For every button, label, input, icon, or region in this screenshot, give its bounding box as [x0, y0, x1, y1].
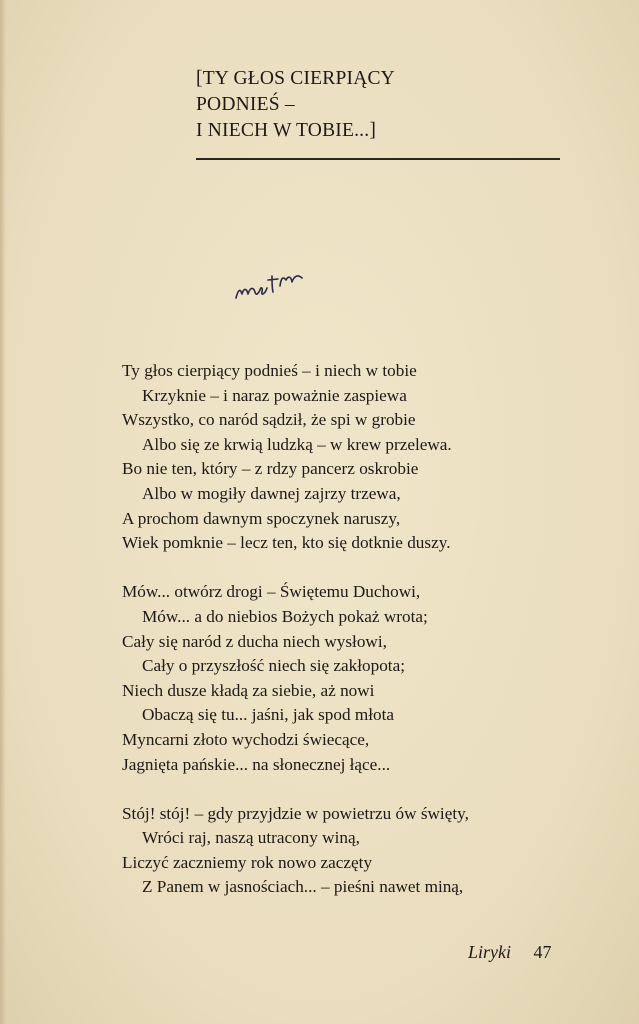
title-line-2: PODNIEŚ – [196, 94, 295, 115]
verse-line: Cały o przyszłość niech się zakłopota; [142, 656, 405, 676]
verse-line: Albo się ze krwią ludzką – w krew przelewa. [142, 434, 452, 454]
title-line-1: [TY GŁOS CIERPIĄCY [196, 68, 395, 89]
verse-line: Niech dusze kładą za siebie, aż nowi [122, 680, 375, 700]
verse-line: Wiek pomknie – lecz ten, kto się dotknie duszy. [122, 533, 451, 553]
stanza-2 [122, 580, 469, 777]
verse-line: Mów... otwórz drogi – Świętemu Duchowi, [122, 582, 421, 602]
stanza-1 [122, 359, 469, 556]
poem-body [122, 359, 469, 925]
verse-line: Liczyć zaczniemy rok nowo zaczęty [122, 852, 373, 872]
verse-line: Stój! stój! – gdy przyjdzie w powietrzu ów święty, [122, 803, 469, 823]
verse-line: Ty głos cierpiący podnieś – i niech w tobie [122, 361, 417, 380]
verse-line: Wszystko, co naród sądził, że spi w grobie [122, 410, 416, 430]
poem-title [196, 66, 395, 144]
title-line-3: I NIECH W TOBIE...] [196, 120, 377, 141]
verse-line: Obaczą się tu... jaśni, jak spod młota [142, 705, 395, 725]
verse-line: Wróci raj, naszą utracony winą, [142, 828, 360, 848]
title-rule [196, 158, 560, 160]
page-edge [0, 0, 6, 1024]
handwritten-annotation [228, 262, 338, 306]
verse-line: Albo w mogiły dawnej zajrzy trzewa, [142, 483, 401, 503]
verse-line: A prochom dawnym spoczynek naruszy, [122, 508, 401, 528]
verse-line: Mów... a do niebios Bożych pokaż wrota; [142, 606, 428, 626]
verse-line: Cały się naród z ducha niech wysłowi, [122, 631, 387, 651]
verse-line: Krzyknie – i naraz poważnie zaspiewa [142, 385, 407, 405]
running-title: Liryki [468, 942, 511, 962]
verse-line: Jagnięta pańskie... na słonecznej łące... [122, 754, 391, 774]
verse-line: Myncarni złoto wychodzi świecące, [122, 729, 370, 749]
verse-line: Z Panem w jasnościach... – pieśni nawet miną, [142, 877, 464, 897]
verse-line: Bo nie ten, który – z rdzy pancerz oskrobie [122, 459, 419, 479]
page-footer [468, 942, 552, 963]
page-number: 47 [533, 942, 552, 962]
stanza-3 [122, 802, 469, 900]
